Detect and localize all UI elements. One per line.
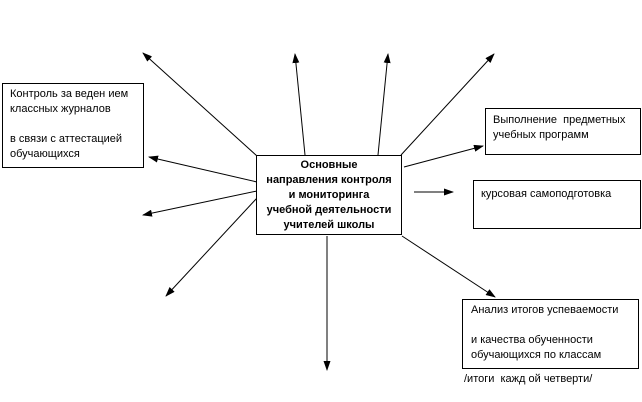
text-line: Контроль за веден ием	[10, 88, 129, 100]
arrow-left-down	[143, 191, 257, 215]
text-line: Анализ итогов успеваемости	[471, 304, 619, 316]
text-line: направления контроля	[266, 174, 392, 186]
journal-control-box	[2, 83, 144, 168]
text-line: обучающихся	[10, 148, 80, 160]
center-topic-box	[256, 155, 402, 235]
text-line	[10, 117, 139, 132]
text-line: в связи с аттестацией	[10, 133, 123, 145]
subject-programs-box	[485, 108, 641, 155]
text-line	[471, 318, 634, 333]
self-training-box	[473, 180, 641, 229]
text-line: учебной деятельности	[266, 204, 392, 216]
arrow-to-performance-analysis	[402, 236, 495, 297]
text-line: обучающихся по классам	[471, 349, 602, 361]
arrow-up-right	[401, 54, 494, 155]
arrow-down-left	[166, 198, 257, 296]
arrow-up-center-left	[295, 54, 305, 155]
text-line: учебных программ	[493, 129, 589, 141]
text-line: и мониторинга	[288, 189, 370, 201]
performance-analysis-box	[462, 299, 639, 369]
text-line: курсовая самоподготовка	[481, 188, 612, 200]
text-line: Основные	[300, 159, 358, 171]
arrow-to-journal-control	[149, 157, 257, 182]
arrow-up-left	[143, 53, 257, 156]
text-line: учителей школы	[283, 219, 375, 231]
text-line: и качества обученности	[471, 334, 593, 346]
quarter-results-caption: /итоги кажд ой четверти/	[464, 373, 593, 385]
arrow-up-center-right	[378, 54, 388, 155]
text-line: Выполнение предметных	[493, 114, 626, 126]
arrow-to-subject-programs	[404, 146, 483, 167]
text-line: классных журналов	[10, 103, 111, 115]
